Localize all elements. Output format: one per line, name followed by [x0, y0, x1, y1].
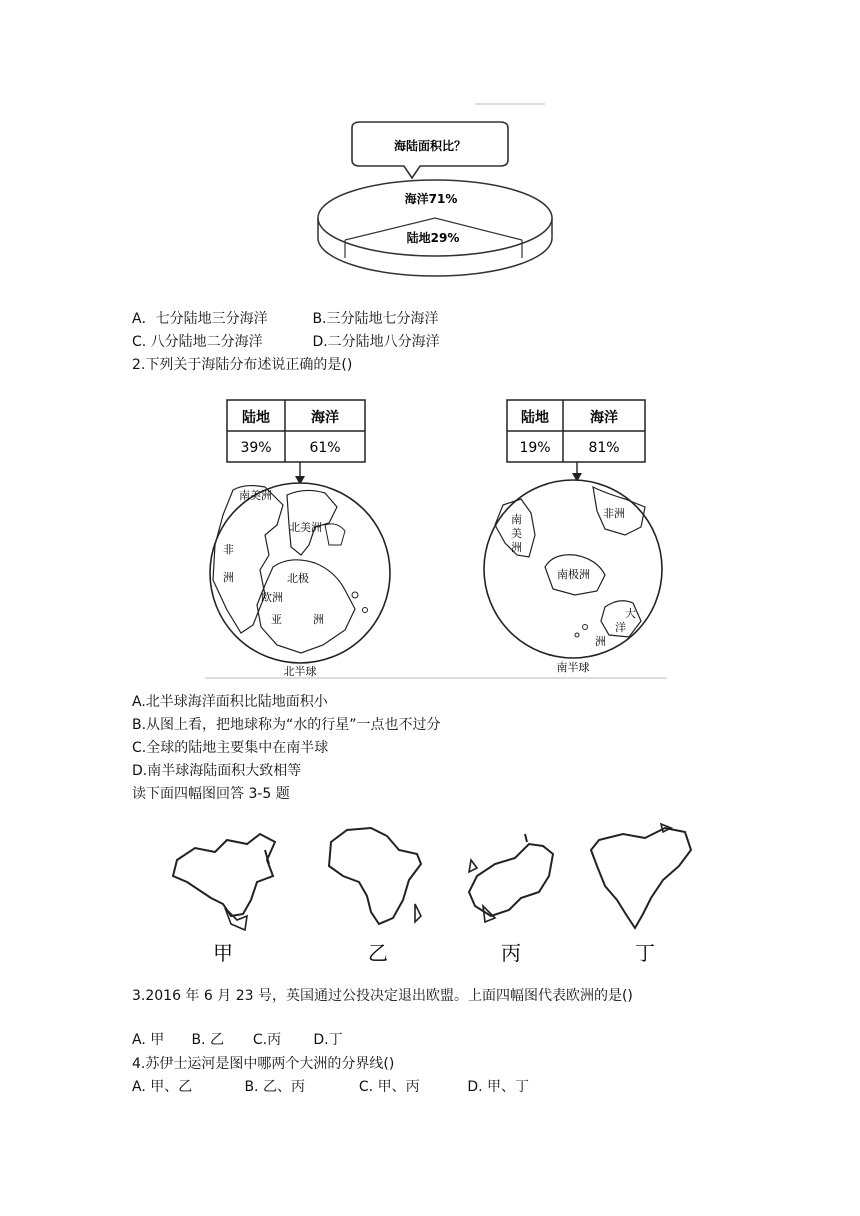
south-label-oceania-1: 大 — [625, 607, 636, 620]
q4-options — [132, 1078, 529, 1096]
q1-option-d: D.二分陆地八分海洋 — [312, 334, 440, 350]
north-hemisphere-table — [227, 400, 365, 462]
south-label-south-america-1: 南 — [511, 513, 522, 526]
north-label-arctic: 北极 — [287, 572, 309, 585]
q3-option-c: C.丙 — [252, 1032, 282, 1048]
continent-yi-outline — [329, 828, 421, 924]
north-label-africa-2: 洲 — [223, 571, 234, 584]
continent-label-yi: 乙 — [368, 941, 388, 965]
q2-option-b: B.从图上看，把地球称为“水的行星”一点也不过分 — [132, 717, 441, 733]
north-table-ocean-header: 海洋 — [311, 410, 339, 426]
south-table-ocean-pct: 81% — [588, 440, 620, 456]
q1-option-b: B.三分陆地七分海洋 — [312, 311, 439, 327]
south-hemisphere-caption: 南半球 — [556, 661, 590, 674]
north-label-africa-1: 非 — [223, 543, 234, 556]
south-label-oceania-3: 洲 — [595, 635, 606, 648]
south-label-south-america-3: 洲 — [511, 541, 522, 554]
south-label-africa: 非洲 — [603, 507, 625, 520]
q4-option-a: A. 甲、乙 — [132, 1079, 193, 1095]
continent-label-ding: 丁 — [635, 941, 655, 965]
intro-3-5: 读下面四幅图回答 3-5 题 — [132, 786, 290, 802]
q2-option-d: D.南半球海陆面积大致相等 — [132, 763, 302, 779]
q3-option-a: A. 甲 — [132, 1032, 165, 1048]
north-label-north-america: 北美洲 — [289, 521, 322, 534]
south-label-south-america-2: 美 — [511, 527, 522, 540]
continents-figure — [165, 820, 710, 970]
north-label-asia-2: 洲 — [313, 613, 324, 626]
q1-option-c: C. 八分陆地二分海洋 — [132, 334, 263, 350]
north-label-asia-1: 亚 — [271, 613, 282, 626]
q4-stem: 4.苏伊士运河是图中哪两个大洲的分界线() — [132, 1056, 395, 1072]
south-label-oceania-2: 洋 — [615, 621, 626, 634]
pie-ocean-label: 海洋71% — [404, 192, 458, 206]
q4-option-d: D. 甲、丁 — [467, 1079, 530, 1095]
continent-label-bing: 丙 — [501, 941, 521, 965]
hemispheres-figure — [205, 395, 667, 680]
pie-bubble-text: 海陆面积比？ — [393, 139, 467, 153]
south-hemisphere-table — [507, 400, 645, 462]
south-table-ocean-header: 海洋 — [590, 410, 618, 426]
q3-option-d: D.丁 — [313, 1032, 343, 1048]
q2-option-c: C.全球的陆地主要集中在南半球 — [132, 740, 329, 756]
q2-option-a: A.北半球海洋面积比陆地面积小 — [132, 694, 328, 710]
q1-options-row-1 — [132, 310, 439, 328]
q3-stem: 3.2016 年 6 月 23 号，英国通过公投决定退出欧盟。上面四幅图代表欧洲的是() — [132, 988, 633, 1004]
continent-bing-outline — [469, 834, 553, 922]
q3-option-b: B. 乙 — [191, 1032, 224, 1048]
pie-land-label: 陆地29% — [406, 231, 460, 245]
q1-options-row-2 — [132, 333, 440, 351]
q4-option-c: C. 甲、丙 — [358, 1079, 420, 1095]
north-table-land-pct: 39% — [240, 440, 272, 456]
q4-option-b: B. 乙、丙 — [244, 1079, 305, 1095]
north-table-ocean-pct: 61% — [309, 440, 341, 456]
continent-label-jia: 甲 — [213, 941, 233, 965]
north-hemisphere-globe — [210, 483, 390, 663]
north-label-europe: 欧洲 — [261, 591, 283, 604]
south-hemisphere-globe — [484, 480, 662, 658]
south-table-land-header: 陆地 — [521, 410, 549, 426]
south-label-antarctica: 南极洲 — [557, 568, 590, 581]
north-label-south-america: 南美洲 — [239, 489, 272, 502]
sea-land-pie-figure — [300, 100, 570, 280]
south-table-land-pct: 19% — [519, 440, 551, 456]
continent-ding-outline — [591, 824, 691, 928]
q3-options — [132, 1031, 343, 1049]
continent-jia-outline — [173, 834, 275, 930]
q2-stem: 2.下列关于海陆分布述说正确的是() — [132, 357, 353, 373]
north-hemisphere-caption: 北半球 — [283, 665, 317, 678]
north-table-land-header: 陆地 — [242, 410, 270, 426]
q1-option-a: A．七分陆地三分海洋 — [132, 311, 268, 327]
